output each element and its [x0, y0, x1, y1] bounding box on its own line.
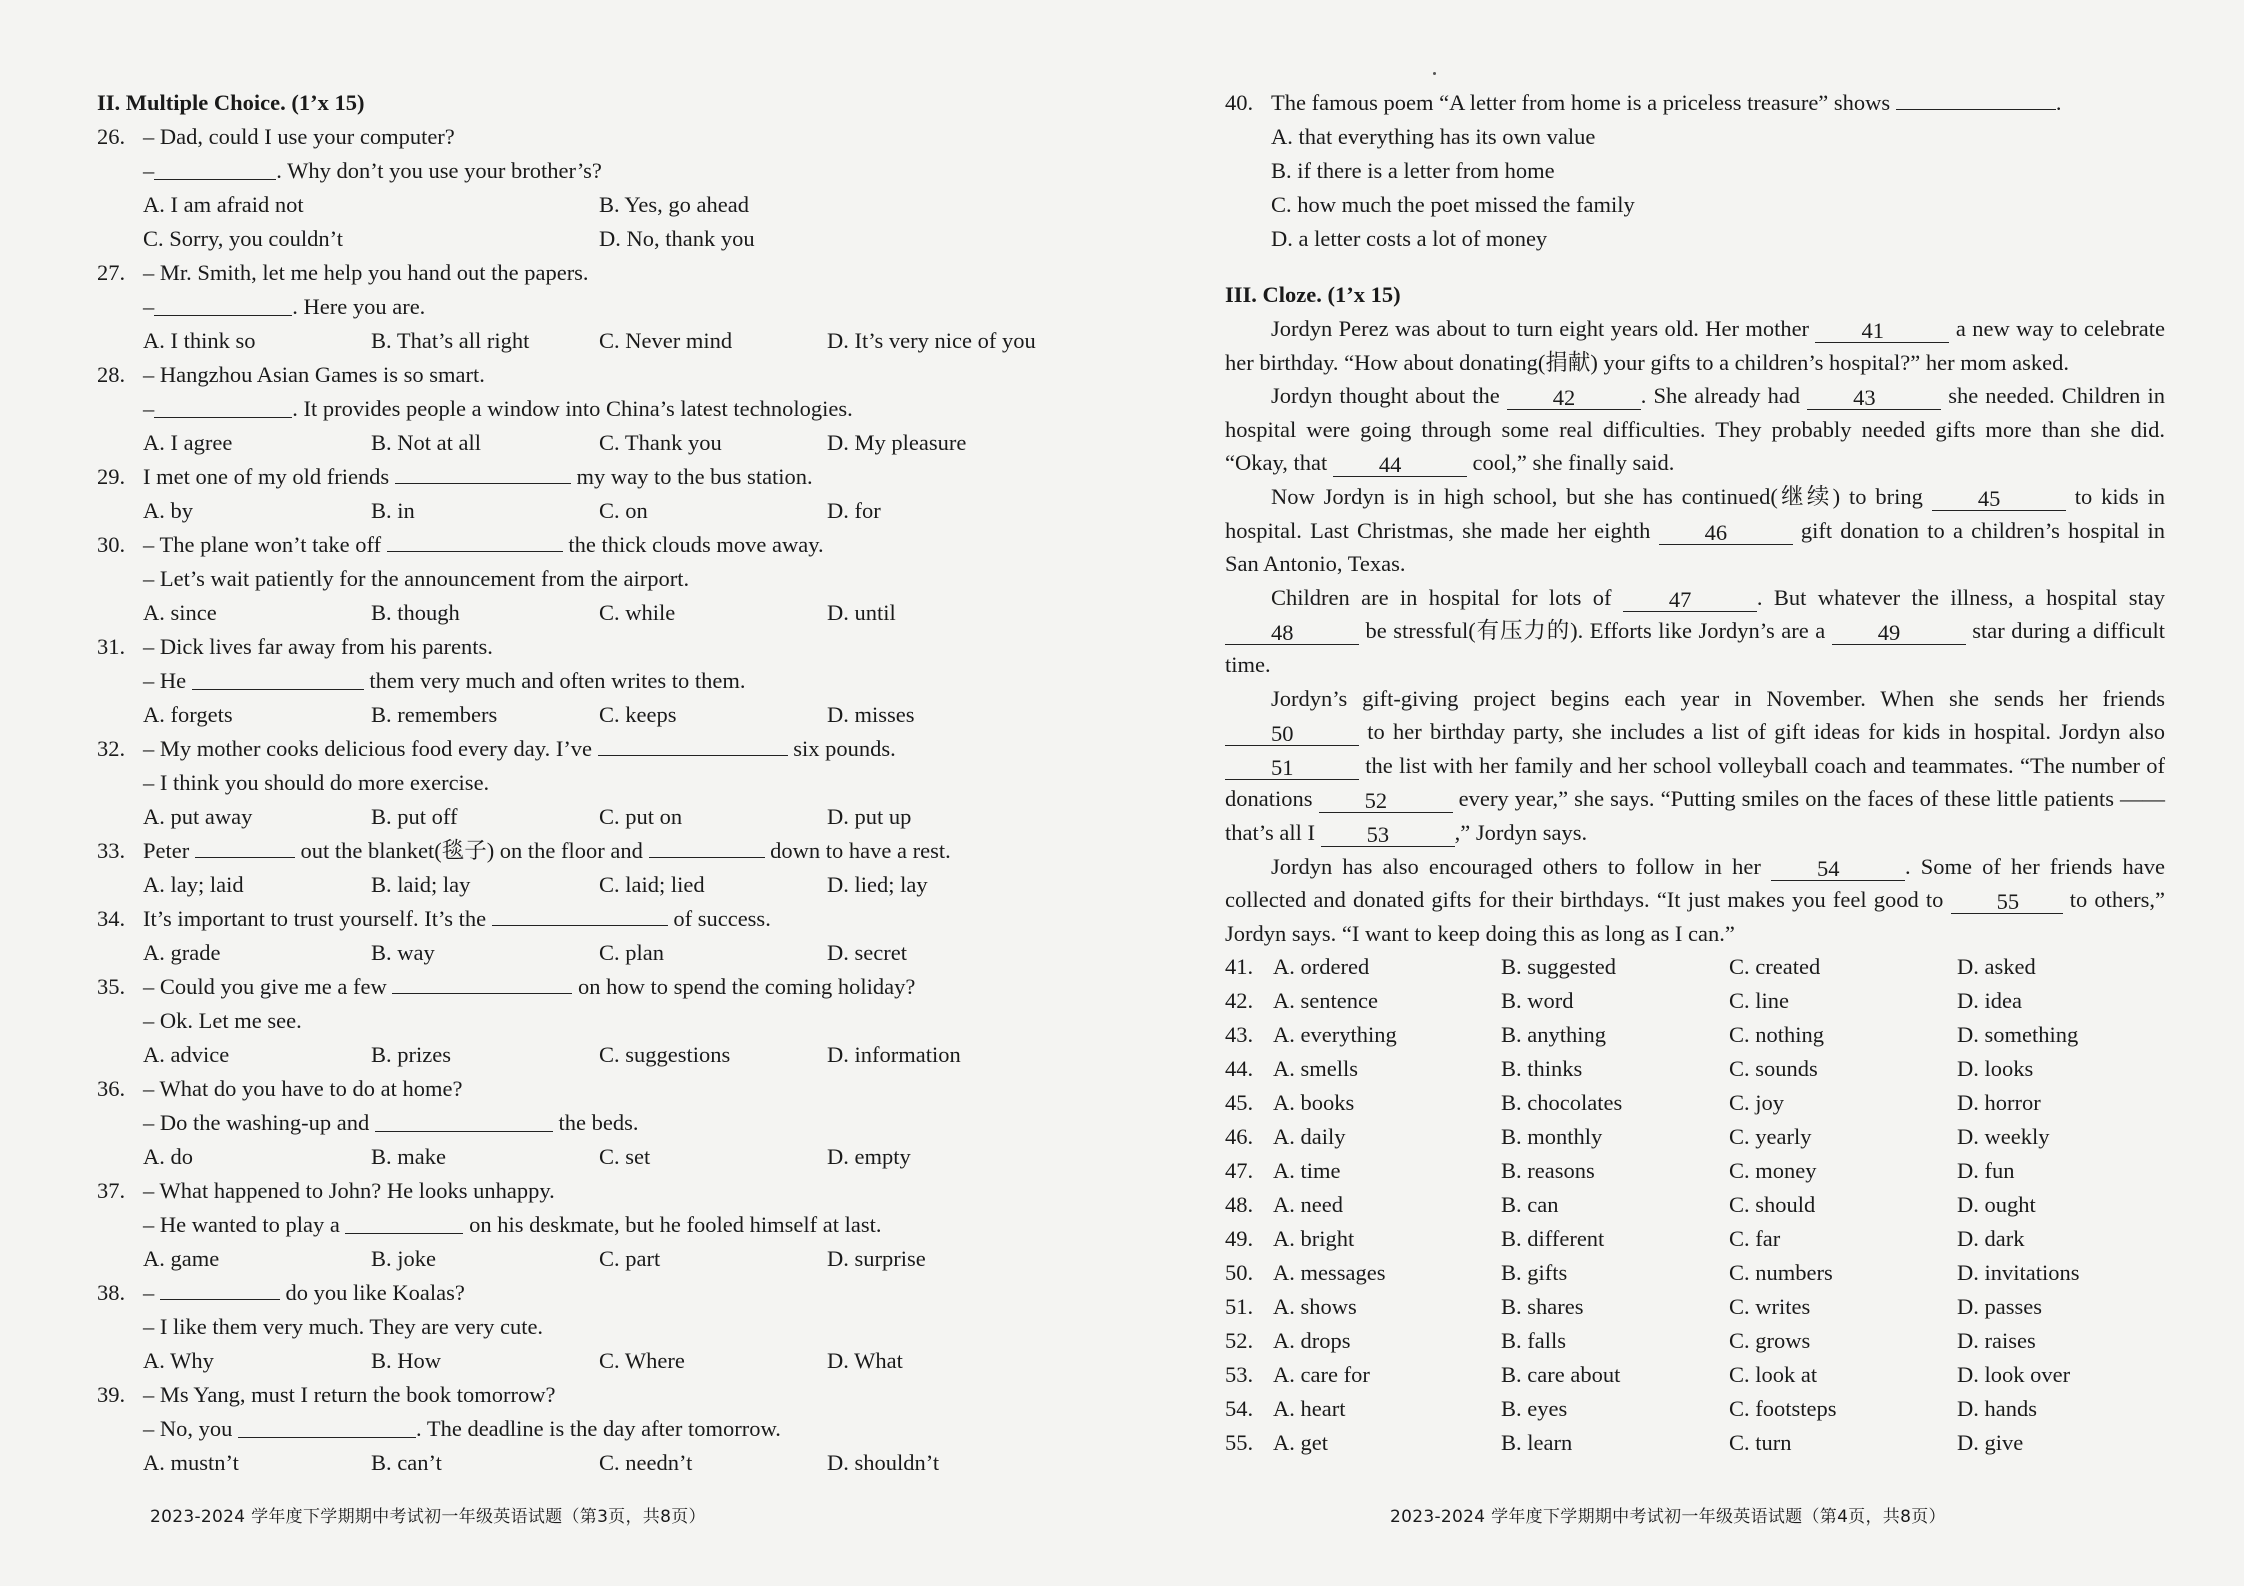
cloze-blank-43[interactable]: 43 [1807, 386, 1941, 410]
option-a[interactable]: A. messages [1273, 1260, 1386, 1286]
question-text: – He [143, 668, 187, 693]
cloze-option-row [1225, 984, 2165, 1018]
option-a[interactable]: A. books [1273, 1090, 1355, 1116]
question-number: 36. [97, 1076, 126, 1101]
option-b[interactable]: B. though [371, 600, 460, 625]
option-b[interactable]: B. if there is a letter from home [1271, 158, 1555, 183]
question-number: 33. [97, 838, 126, 863]
question-29 [97, 460, 1057, 528]
answer-blank[interactable] [649, 834, 765, 858]
option-d[interactable]: D. ought [1957, 1192, 2036, 1218]
option-c[interactable]: C. writes [1729, 1294, 1811, 1320]
option-a[interactable]: A. put away [143, 804, 253, 829]
option-b[interactable]: B. Yes, go ahead [599, 192, 749, 217]
passage-paragraph: Now Jordyn is in high school, but she has continued(继续) to bring 45 to kids in hospital. Last Christmas, she made her eighth 46 gift donation to a children’s hospital in San Antonio, Texas. [1225, 483, 2166, 577]
cloze-option-row [1225, 1392, 2165, 1426]
question-number: 45. [1225, 1090, 1254, 1116]
option-b[interactable]: B. can [1501, 1192, 1559, 1218]
question-33 [97, 834, 1057, 902]
cloze-option-row [1225, 1426, 2165, 1460]
dialog-dash: – [143, 158, 155, 183]
answer-blank[interactable] [392, 970, 572, 994]
question-number: 38. [97, 1280, 126, 1305]
option-b[interactable]: B. suggested [1501, 954, 1616, 980]
option-d[interactable]: D. empty [827, 1144, 911, 1169]
question-text: . The deadline is the day after tomorrow. [416, 1416, 781, 1441]
cloze-blank-44[interactable]: 44 [1333, 453, 1467, 477]
question-number: 32. [97, 736, 126, 761]
cloze-blank-47[interactable]: 47 [1623, 588, 1757, 612]
option-c[interactable]: C. keeps [599, 702, 677, 727]
option-a[interactable]: A. shows [1273, 1294, 1357, 1320]
option-c[interactable]: C. created [1729, 954, 1821, 980]
passage-paragraph: Jordyn has also encouraged others to follow in her 54 . Some of her friends have collected and donated gifts for their birthdays. “It just makes you feel good to 55 to others,” Jordyn says. “I want to keep doing this as long as I can.” [1225, 853, 2166, 946]
question-text: down to have a rest. [770, 838, 951, 863]
question-text: – Ok. Let me see. [143, 1008, 302, 1033]
question-number: 52. [1225, 1328, 1254, 1354]
answer-blank[interactable] [1896, 86, 2056, 110]
option-c[interactable]: C. put on [599, 804, 683, 829]
cloze-option-row [1225, 950, 2165, 984]
option-c[interactable]: C. yearly [1729, 1124, 1812, 1150]
question-text: . Why don’t you use your brother’s? [276, 158, 602, 183]
question-text: – Ms Yang, must I return the book tomorrow? [143, 1382, 556, 1407]
option-d[interactable]: D. surprise [827, 1246, 926, 1271]
passage-paragraph: Jordyn thought about the 42 . She already had 43 she needed. Children in hospital were going through some real difficulties. They probably needed gifts more than she did. “Okay, that 44 cool,” she finally said. [1225, 383, 2166, 478]
option-b[interactable]: B. word [1501, 988, 1574, 1014]
option-d[interactable]: D. No, thank you [599, 226, 755, 251]
question-number: 49. [1225, 1226, 1254, 1252]
question-text: I met one of my old friends [143, 464, 390, 489]
question-text: – Let’s wait patiently for the announcement from the airport. [143, 566, 690, 591]
option-c[interactable]: C. far [1729, 1226, 1781, 1252]
option-b[interactable]: B. put off [371, 804, 458, 829]
option-d[interactable]: D. until [827, 600, 896, 625]
question-text: – Dad, could I use your computer? [143, 124, 455, 149]
question-text: do you like Koalas? [285, 1280, 465, 1305]
option-b[interactable]: B. shares [1501, 1294, 1584, 1320]
option-c[interactable]: C. nothing [1729, 1022, 1825, 1048]
question-text: Peter [143, 838, 190, 863]
option-c[interactable]: C. needn’t [599, 1450, 693, 1475]
page-4-column [1225, 86, 2165, 1460]
question-text: . It provides people a window into China’s latest technologies. [292, 396, 853, 421]
question-text: them very much and often writes to them. [369, 668, 746, 693]
cloze-option-row [1225, 1086, 2165, 1120]
option-c[interactable]: C. on [599, 498, 648, 523]
cloze-option-row [1225, 1256, 2165, 1290]
option-b[interactable]: B. care about [1501, 1362, 1621, 1388]
cloze-option-row [1225, 1052, 2165, 1086]
question-text: – I like them very much. They are very cute. [143, 1314, 544, 1339]
option-d[interactable]: D. secret [827, 940, 907, 965]
dialog-dash: – [143, 396, 155, 421]
option-b[interactable]: B. thinks [1501, 1056, 1583, 1082]
option-d[interactable]: D. looks [1957, 1056, 2034, 1082]
option-c[interactable]: C. Sorry, you couldn’t [143, 226, 343, 251]
option-d[interactable]: D. information [827, 1042, 961, 1067]
question-text: the thick clouds move away. [568, 532, 824, 557]
option-a[interactable]: A. I think so [143, 328, 256, 353]
option-a[interactable]: A. I am afraid not [143, 192, 304, 217]
option-d[interactable]: D. What [827, 1348, 903, 1373]
option-d[interactable]: D. My pleasure [827, 430, 967, 455]
option-a[interactable]: A. Why [143, 1348, 214, 1373]
question-number: 41. [1225, 954, 1254, 980]
option-d[interactable]: D. weekly [1957, 1124, 2050, 1150]
question-40 [1225, 86, 2165, 256]
option-d[interactable]: D. fun [1957, 1158, 2015, 1184]
question-text: – Could you give me a few [143, 974, 387, 999]
question-number: 51. [1225, 1294, 1254, 1320]
cloze-blank-49[interactable]: 49 [1832, 621, 1966, 645]
answer-blank[interactable] [492, 902, 668, 926]
question-27 [97, 256, 1057, 358]
option-a[interactable]: A. everything [1273, 1022, 1397, 1048]
option-d[interactable]: D. lied; lay [827, 872, 928, 897]
question-number: 29. [97, 464, 126, 489]
question-text: of success. [673, 906, 771, 931]
question-text: – He wanted to play a [143, 1212, 340, 1237]
answer-blank[interactable] [192, 666, 364, 690]
option-d[interactable]: D. something [1957, 1022, 2079, 1048]
answer-blank[interactable] [154, 394, 292, 418]
cloze-option-row [1225, 1222, 2165, 1256]
option-a[interactable]: A. smells [1273, 1056, 1359, 1082]
option-c[interactable]: C. laid; lied [599, 872, 705, 897]
option-c[interactable]: C. money [1729, 1158, 1817, 1184]
option-c[interactable]: C. turn [1729, 1430, 1792, 1456]
option-c[interactable]: C. while [599, 600, 676, 625]
option-b[interactable]: B. make [371, 1144, 446, 1169]
option-a[interactable]: A. daily [1273, 1124, 1346, 1150]
option-b[interactable]: B. way [371, 940, 435, 965]
option-c[interactable]: C. suggestions [599, 1042, 731, 1067]
option-b[interactable]: B. reasons [1501, 1158, 1595, 1184]
option-b[interactable]: B. laid; lay [371, 872, 471, 897]
question-38 [97, 1276, 1057, 1378]
option-a[interactable]: A. grade [143, 940, 221, 965]
question-text: – No, you [143, 1416, 233, 1441]
question-number: 39. [97, 1382, 126, 1407]
option-c[interactable]: C. numbers [1729, 1260, 1833, 1286]
cloze-blank-51[interactable]: 51 [1225, 756, 1359, 780]
option-c[interactable]: C. Where [599, 1348, 685, 1373]
option-d[interactable]: D. passes [1957, 1294, 2042, 1320]
answer-blank[interactable] [598, 732, 788, 756]
cloze-option-row [1225, 1324, 2165, 1358]
question-number: 44. [1225, 1056, 1254, 1082]
question-text: my way to the bus station. [576, 464, 813, 489]
dialog-dash: – [143, 1280, 155, 1305]
option-b[interactable]: B. in [371, 498, 415, 523]
answer-blank[interactable] [154, 156, 276, 180]
question-number: 28. [97, 362, 126, 387]
option-d[interactable]: D. shouldn’t [827, 1450, 940, 1475]
cloze-blank-55[interactable]: 55 [1951, 890, 2063, 914]
answer-blank[interactable] [387, 528, 563, 552]
question-text: on how to spend the coming holiday? [577, 974, 916, 999]
question-text: – Hangzhou Asian Games is so smart. [143, 362, 485, 387]
option-c[interactable]: C. joy [1729, 1090, 1785, 1116]
option-b[interactable]: B. eyes [1501, 1396, 1568, 1422]
option-c[interactable]: C. plan [599, 940, 664, 965]
option-b[interactable]: B. learn [1501, 1430, 1573, 1456]
cloze-blank-45[interactable]: 45 [1932, 487, 2066, 511]
option-b[interactable]: B. joke [371, 1246, 436, 1271]
cloze-blank-53[interactable]: 53 [1321, 823, 1455, 847]
option-c[interactable]: C. grows [1729, 1328, 1811, 1354]
cloze-option-row [1225, 1120, 2165, 1154]
question-text: – My mother cooks delicious food every day. I’ve [143, 736, 593, 761]
option-d[interactable]: D. raises [1957, 1328, 2036, 1354]
answer-blank[interactable] [160, 1276, 280, 1300]
answer-blank[interactable] [345, 1210, 463, 1234]
question-number: 50. [1225, 1260, 1254, 1286]
option-c[interactable]: C. set [599, 1144, 651, 1169]
option-b[interactable]: B. chocolates [1501, 1090, 1623, 1116]
option-b[interactable]: B. remembers [371, 702, 498, 727]
option-c[interactable]: C. Thank you [599, 430, 722, 455]
question-number: 35. [97, 974, 126, 999]
option-c[interactable]: C. part [599, 1246, 661, 1271]
option-a[interactable]: A. sentence [1273, 988, 1378, 1014]
question-number: 40. [1225, 90, 1254, 115]
question-text: – Mr. Smith, let me help you hand out the papers. [143, 260, 589, 285]
option-a[interactable]: A. drops [1273, 1328, 1351, 1354]
option-d[interactable]: D. idea [1957, 988, 2022, 1014]
cloze-blank-48[interactable]: 48 [1225, 621, 1359, 645]
question-text: six pounds. [793, 736, 896, 761]
cloze-option-row [1225, 1154, 2165, 1188]
question-37 [97, 1174, 1057, 1276]
option-d[interactable]: D. dark [1957, 1226, 2025, 1252]
question-number: 55. [1225, 1430, 1254, 1456]
page-footer: 2023-2024 学年度下学期期中考试初一年级英语试题（第3页，共8页） [150, 1507, 706, 1527]
question-number: 37. [97, 1178, 126, 1203]
question-39 [97, 1378, 1057, 1480]
answer-blank[interactable] [154, 292, 292, 316]
answer-blank[interactable] [238, 1414, 416, 1438]
cloze-option-row [1225, 1358, 2165, 1392]
cloze-option-row [1225, 1290, 2165, 1324]
option-b[interactable]: B. Not at all [371, 430, 481, 455]
question-number: 47. [1225, 1158, 1254, 1184]
question-31 [97, 630, 1057, 732]
option-b[interactable]: B. How [371, 1348, 442, 1373]
dialog-dash: – [143, 294, 155, 319]
option-d[interactable]: D. give [1957, 1430, 2024, 1456]
option-d[interactable]: D. a letter costs a lot of money [1271, 226, 1548, 251]
question-number: 27. [97, 260, 126, 285]
question-number: 54. [1225, 1396, 1254, 1422]
option-b[interactable]: B. That’s all right [371, 328, 530, 353]
option-c[interactable]: C. should [1729, 1192, 1816, 1218]
cloze-blank-42[interactable]: 42 [1507, 386, 1641, 410]
option-a[interactable]: A. need [1273, 1192, 1343, 1218]
option-a[interactable]: A. get [1273, 1430, 1328, 1456]
question-text: – What do you have to do at home? [143, 1076, 463, 1101]
option-b[interactable]: B. gifts [1501, 1260, 1568, 1286]
cloze-blank-52[interactable]: 52 [1319, 789, 1453, 813]
section-title: III. Cloze. (1’x 15) [1225, 282, 1401, 307]
option-b[interactable]: B. different [1501, 1226, 1605, 1252]
option-c[interactable]: C. footsteps [1729, 1396, 1837, 1422]
option-c[interactable]: C. how much the poet missed the family [1271, 192, 1635, 217]
question-text: the beds. [558, 1110, 639, 1135]
exam-page-4 [1122, 0, 2244, 1586]
question-30 [97, 528, 1057, 630]
option-d[interactable]: D. horror [1957, 1090, 2041, 1116]
scan-speck [1433, 72, 1436, 75]
question-text: It’s important to trust yourself. It’s the [143, 906, 487, 931]
question-number: 34. [97, 906, 126, 931]
cloze-option-row [1225, 1188, 2165, 1222]
option-d[interactable]: D. put up [827, 804, 912, 829]
question-number: 43. [1225, 1022, 1254, 1048]
option-c[interactable]: C. line [1729, 988, 1789, 1014]
cloze-blank-54[interactable]: 54 [1771, 857, 1905, 881]
question-text: . [2055, 90, 2062, 115]
cloze-passage [1225, 312, 2165, 950]
question-number: 30. [97, 532, 126, 557]
page-footer: 2023-2024 学年度下学期期中考试初一年级英语试题（第4页，共8页） [1390, 1507, 1946, 1527]
option-c[interactable]: C. Never mind [599, 328, 733, 353]
option-a[interactable]: A. since [143, 600, 217, 625]
option-d[interactable]: D. for [827, 498, 881, 523]
section-title: II. Multiple Choice. (1’x 15) [97, 90, 365, 115]
option-d[interactable]: D. invitations [1957, 1260, 2080, 1286]
option-a[interactable]: A. advice [143, 1042, 230, 1067]
question-36 [97, 1072, 1057, 1174]
question-number: 48. [1225, 1192, 1254, 1218]
question-text: on his deskmate, but he fooled himself at last. [469, 1212, 882, 1237]
passage-paragraph: Jordyn Perez was about to turn eight years old. Her mother 41 a new way to celebrate her birthday. “How about donating(捐献) your gifts to a children’s hospital?” her mom asked. [1225, 316, 2166, 375]
option-a[interactable]: A. heart [1273, 1396, 1346, 1422]
option-d[interactable]: D. look over [1957, 1362, 2071, 1388]
question-number: 46. [1225, 1124, 1254, 1150]
option-b[interactable]: B. monthly [1501, 1124, 1603, 1150]
cloze-blank-41[interactable]: 41 [1815, 319, 1949, 343]
question-text: – What happened to John? He looks unhappy. [143, 1178, 555, 1203]
option-a[interactable]: A. game [143, 1246, 220, 1271]
option-a[interactable]: A. do [143, 1144, 193, 1169]
question-text: – Do the washing-up and [143, 1110, 370, 1135]
cloze-option-row [1225, 1018, 2165, 1052]
cloze-options-list [1225, 950, 2165, 1460]
question-32 [97, 732, 1057, 834]
question-34 [97, 902, 1057, 970]
option-a[interactable]: A. ordered [1273, 954, 1370, 980]
option-a[interactable]: A. lay; laid [143, 872, 244, 897]
answer-blank[interactable] [195, 834, 295, 858]
question-number: 31. [97, 634, 126, 659]
option-b[interactable]: B. anything [1501, 1022, 1606, 1048]
question-35 [97, 970, 1057, 1072]
answer-blank[interactable] [395, 460, 571, 484]
option-d[interactable]: D. asked [1957, 954, 2036, 980]
option-d[interactable]: D. hands [1957, 1396, 2037, 1422]
option-d[interactable]: D. misses [827, 702, 915, 727]
option-b[interactable]: B. falls [1501, 1328, 1566, 1354]
question-text: – Dick lives far away from his parents. [143, 634, 493, 659]
question-26 [97, 120, 1057, 256]
option-b[interactable]: B. prizes [371, 1042, 451, 1067]
question-number: 53. [1225, 1362, 1254, 1388]
option-b[interactable]: B. can’t [371, 1450, 442, 1475]
option-c[interactable]: C. sounds [1729, 1056, 1818, 1082]
option-d[interactable]: D. It’s very nice of you [827, 328, 1036, 353]
option-a[interactable]: A. bright [1273, 1226, 1355, 1252]
answer-blank[interactable] [375, 1108, 553, 1132]
option-a[interactable]: A. mustn’t [143, 1450, 239, 1475]
option-a[interactable]: A. care for [1273, 1362, 1370, 1388]
question-text: . Here you are. [292, 294, 426, 319]
question-text: – The plane won’t take off [143, 532, 382, 557]
option-a[interactable]: A. forgets [143, 702, 233, 727]
passage-paragraph: Jordyn’s gift-giving project begins each year in November. When she sends her friends 50 to her birthday party, she includes a list of gift ideas for kids in hospital. Jordyn also 51 the list with her family and her school volleyball coach and teammates. “The number of donations 52 every year,” she says. “Putting smiles on the faces of these little patients —— that’s all I 53 ,” Jordyn says. [1225, 685, 2166, 847]
option-a[interactable]: A. time [1273, 1158, 1341, 1184]
question-text: out the blanket(毯子) on the floor and [300, 838, 643, 863]
question-28 [97, 358, 1057, 460]
option-a[interactable]: A. that everything has its own value [1271, 124, 1596, 149]
option-a[interactable]: A. I agree [143, 430, 233, 455]
passage-paragraph: Children are in hospital for lots of 47 . But whatever the illness, a hospital stay 48 be stressful(有压力的). Efforts like Jordyn’s are a 49 star during a difficult time. [1225, 584, 2165, 677]
option-c[interactable]: C. look at [1729, 1362, 1818, 1388]
question-number: 42. [1225, 988, 1254, 1014]
option-a[interactable]: A. by [143, 498, 193, 523]
question-text: – I think you should do more exercise. [143, 770, 490, 795]
multiple-choice-section [97, 86, 1057, 1480]
cloze-blank-50[interactable]: 50 [1225, 722, 1359, 746]
question-number: 26. [97, 124, 126, 149]
question-text: The famous poem “A letter from home is a priceless treasure” shows [1271, 90, 1891, 115]
cloze-blank-46[interactable]: 46 [1659, 521, 1793, 545]
